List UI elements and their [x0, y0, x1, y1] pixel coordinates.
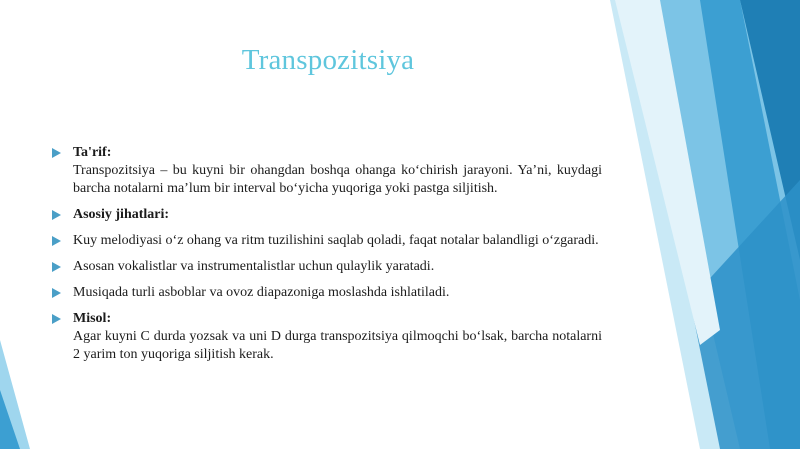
bullet-list: [52, 144, 602, 372]
slide-title: Transpozitsiya: [241, 44, 415, 76]
bullet-arrow-icon: [52, 314, 61, 324]
item-heading: Asosiy jihatlari:: [73, 207, 170, 222]
bullet-arrow-icon: [52, 210, 61, 220]
list-item-main-aspects: [52, 206, 602, 224]
list-item-example: [52, 310, 602, 364]
item-text: Kuy melodiyasi o‘z ohang va ritm tuzilishini saqlab qoladi, faqat notalar balandligi o‘zgaradi.: [73, 233, 599, 248]
list-item-melody: [52, 232, 602, 250]
list-item-definition: [52, 144, 602, 198]
item-text: Asosan vokalistlar va instrumentalistlar uchun qulaylik yaratadi.: [73, 259, 435, 274]
bullet-arrow-icon: [52, 236, 61, 246]
list-item-convenience: [52, 258, 602, 276]
bullet-arrow-icon: [52, 288, 61, 298]
list-item-usage: [52, 284, 602, 302]
item-text: Agar kuyni C durda yozsak va uni D durga transpozitsiya qilmoqchi bo‘lsak, barcha notalarni 2 yarim ton yuqoriga siljitish kerak.: [73, 329, 602, 362]
item-text: Musiqada turli asboblar va ovoz diapazoniga moslashda ishlatiladi.: [73, 285, 450, 300]
item-heading: Misol:: [73, 311, 112, 326]
bullet-arrow-icon: [52, 148, 61, 158]
item-heading: Ta'rif:: [73, 145, 112, 160]
item-text: Transpozitsiya – bu kuyni bir ohangdan boshqa ohanga ko‘chirish jarayoni. Ya’ni, kuydagi barcha notalarni ma’lum bir interval bo‘yicha yuqoriga yoki pastga siljitish.: [73, 163, 602, 196]
bullet-arrow-icon: [52, 262, 61, 272]
